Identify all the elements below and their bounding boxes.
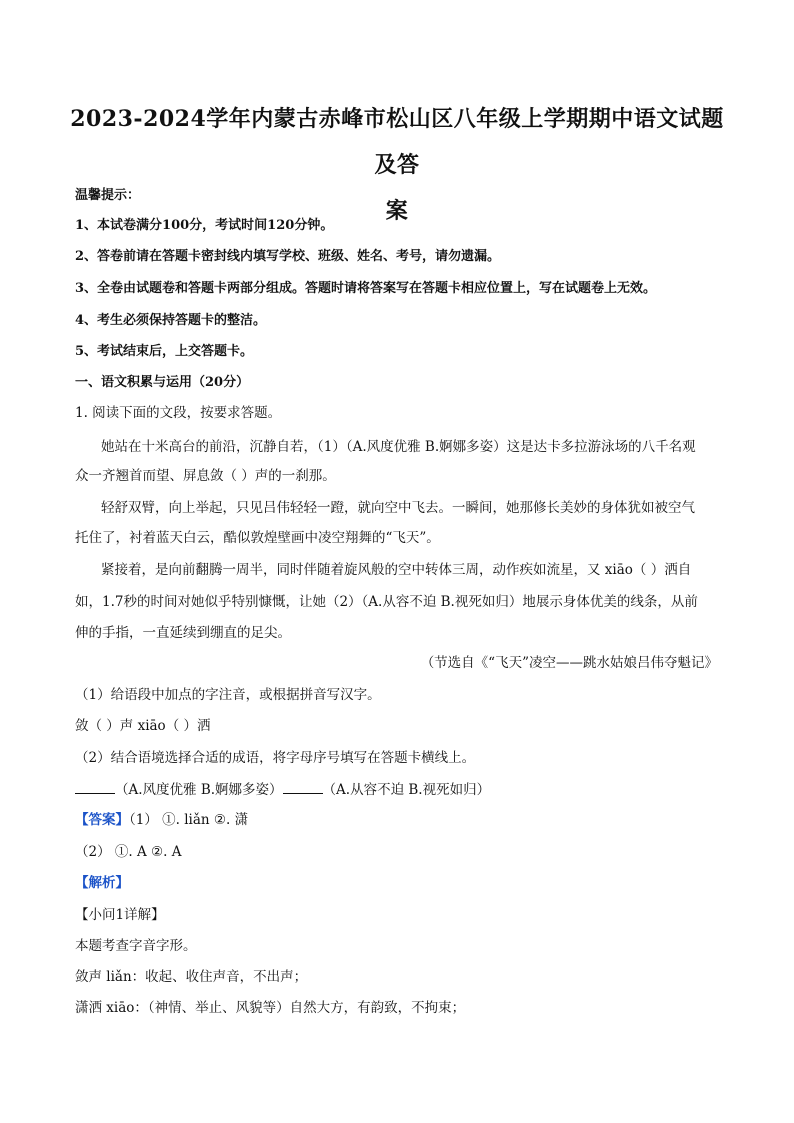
answer-text-1: （1） ①. liǎn ②. 潇 [129,812,249,828]
passage-p2-line2: 托住了，衬着蓝天白云，酷似敦煌壁画中凌空翔舞的“飞天”。 [75,530,440,546]
tip-item-3: 3、全卷由试题卷和答题卡两部分组成。答题时请将答案写在答题卡相应位置上，写在试题卷上无效。 [75,281,657,296]
answer-blank-1 [75,779,115,794]
passage-p3-line3: 伸的手指，一直延续到绷直的足尖。 [75,625,291,641]
tip-item-2: 2、答卷前请在答题卡密封线内填写学校、班级、姓名、考号，请勿遗漏。 [75,249,501,264]
tips-heading: 温馨提示： [75,188,141,203]
answer-tag: 【答案】 [75,812,129,828]
tip-item-1: 1、本试卷满分100分，考试时间120分钟。 [75,218,334,233]
analysis-tag: 【解析】 [75,875,129,891]
tip-item-4: 4、考生必须保持答题卡的整洁。 [75,313,267,328]
analysis-sub-heading: 【小问1详解】 [75,907,165,923]
answer-line-2: （2） ①. A ②. A [75,844,182,860]
sub-question-1-blanks: 敛（ ）声 xiāo（ ）洒 [75,718,211,734]
sub-question-2-prompt: （2）结合语境选择合适的成语，将字母序号填写在答题卡横线上。 [75,750,476,766]
answer-blank-2 [283,779,323,794]
title-line-2: 案 [385,198,409,224]
sub-question-1-prompt: （1）给语段中加点的字注音，或根据拼音写汉字。 [75,687,381,703]
passage-p3-line2: 如，1.7秒的时间对她似乎特别慷慨，让她（2）（A.从容不迫 B.视死如归）地展示身体优美的线条，从前 [75,594,698,610]
analysis-line-2: 敛声 liǎn：收起、收住声音，不出声； [75,969,308,985]
tip-item-5: 5、考试结束后，上交答题卡。 [75,344,254,359]
answer-line-1 [75,810,248,830]
analysis-line-3: 潇洒 xiāo：（神情、举止、风貌等）自然大方，有韵致，不拘束； [75,1000,466,1016]
passage-p1-line1: 她站在十米高台的前沿，沉静自若，（1）（A.风度优雅 B.婀娜多姿）这是达卡多拉游泳场的八千名观 [101,439,696,455]
sub-question-2-choices [75,779,490,800]
passage-source: （节选自《“飞天”凌空——跳水姑娘吕伟夺魁记》 [420,655,718,671]
section-heading: 一、语文积累与运用（20分） [75,375,250,390]
choice-set-2: （A.从容不迫 B.视死如归） [322,782,491,798]
passage-p3-line1: 紧接着，是向前翻腾一周半，同时伴随着旋风般的空中转体三周，动作疾如流星，又 xiāo（ ）洒自 [101,562,692,578]
choice-set-1: （A.风度优雅 B.婀娜多姿） [115,782,283,798]
passage-p2-line1: 轻舒双臂，向上举起，只见吕伟轻轻一蹬，就向空中飞去。一瞬间，她那修长美妙的身体犹如被空气 [101,500,695,516]
document-title [60,96,734,234]
passage-p1-line2: 众一齐翘首而望、屏息敛（ ）声的一刹那。 [75,468,336,484]
question-1-label: 1. 阅读下面的文段，按要求答题。 [75,405,282,421]
analysis-line-1: 本题考查字音字形。 [75,938,197,954]
title-line-1: 2023-2024学年内蒙古赤峰市松山区八年级上学期期中语文试题及答 [70,106,724,178]
